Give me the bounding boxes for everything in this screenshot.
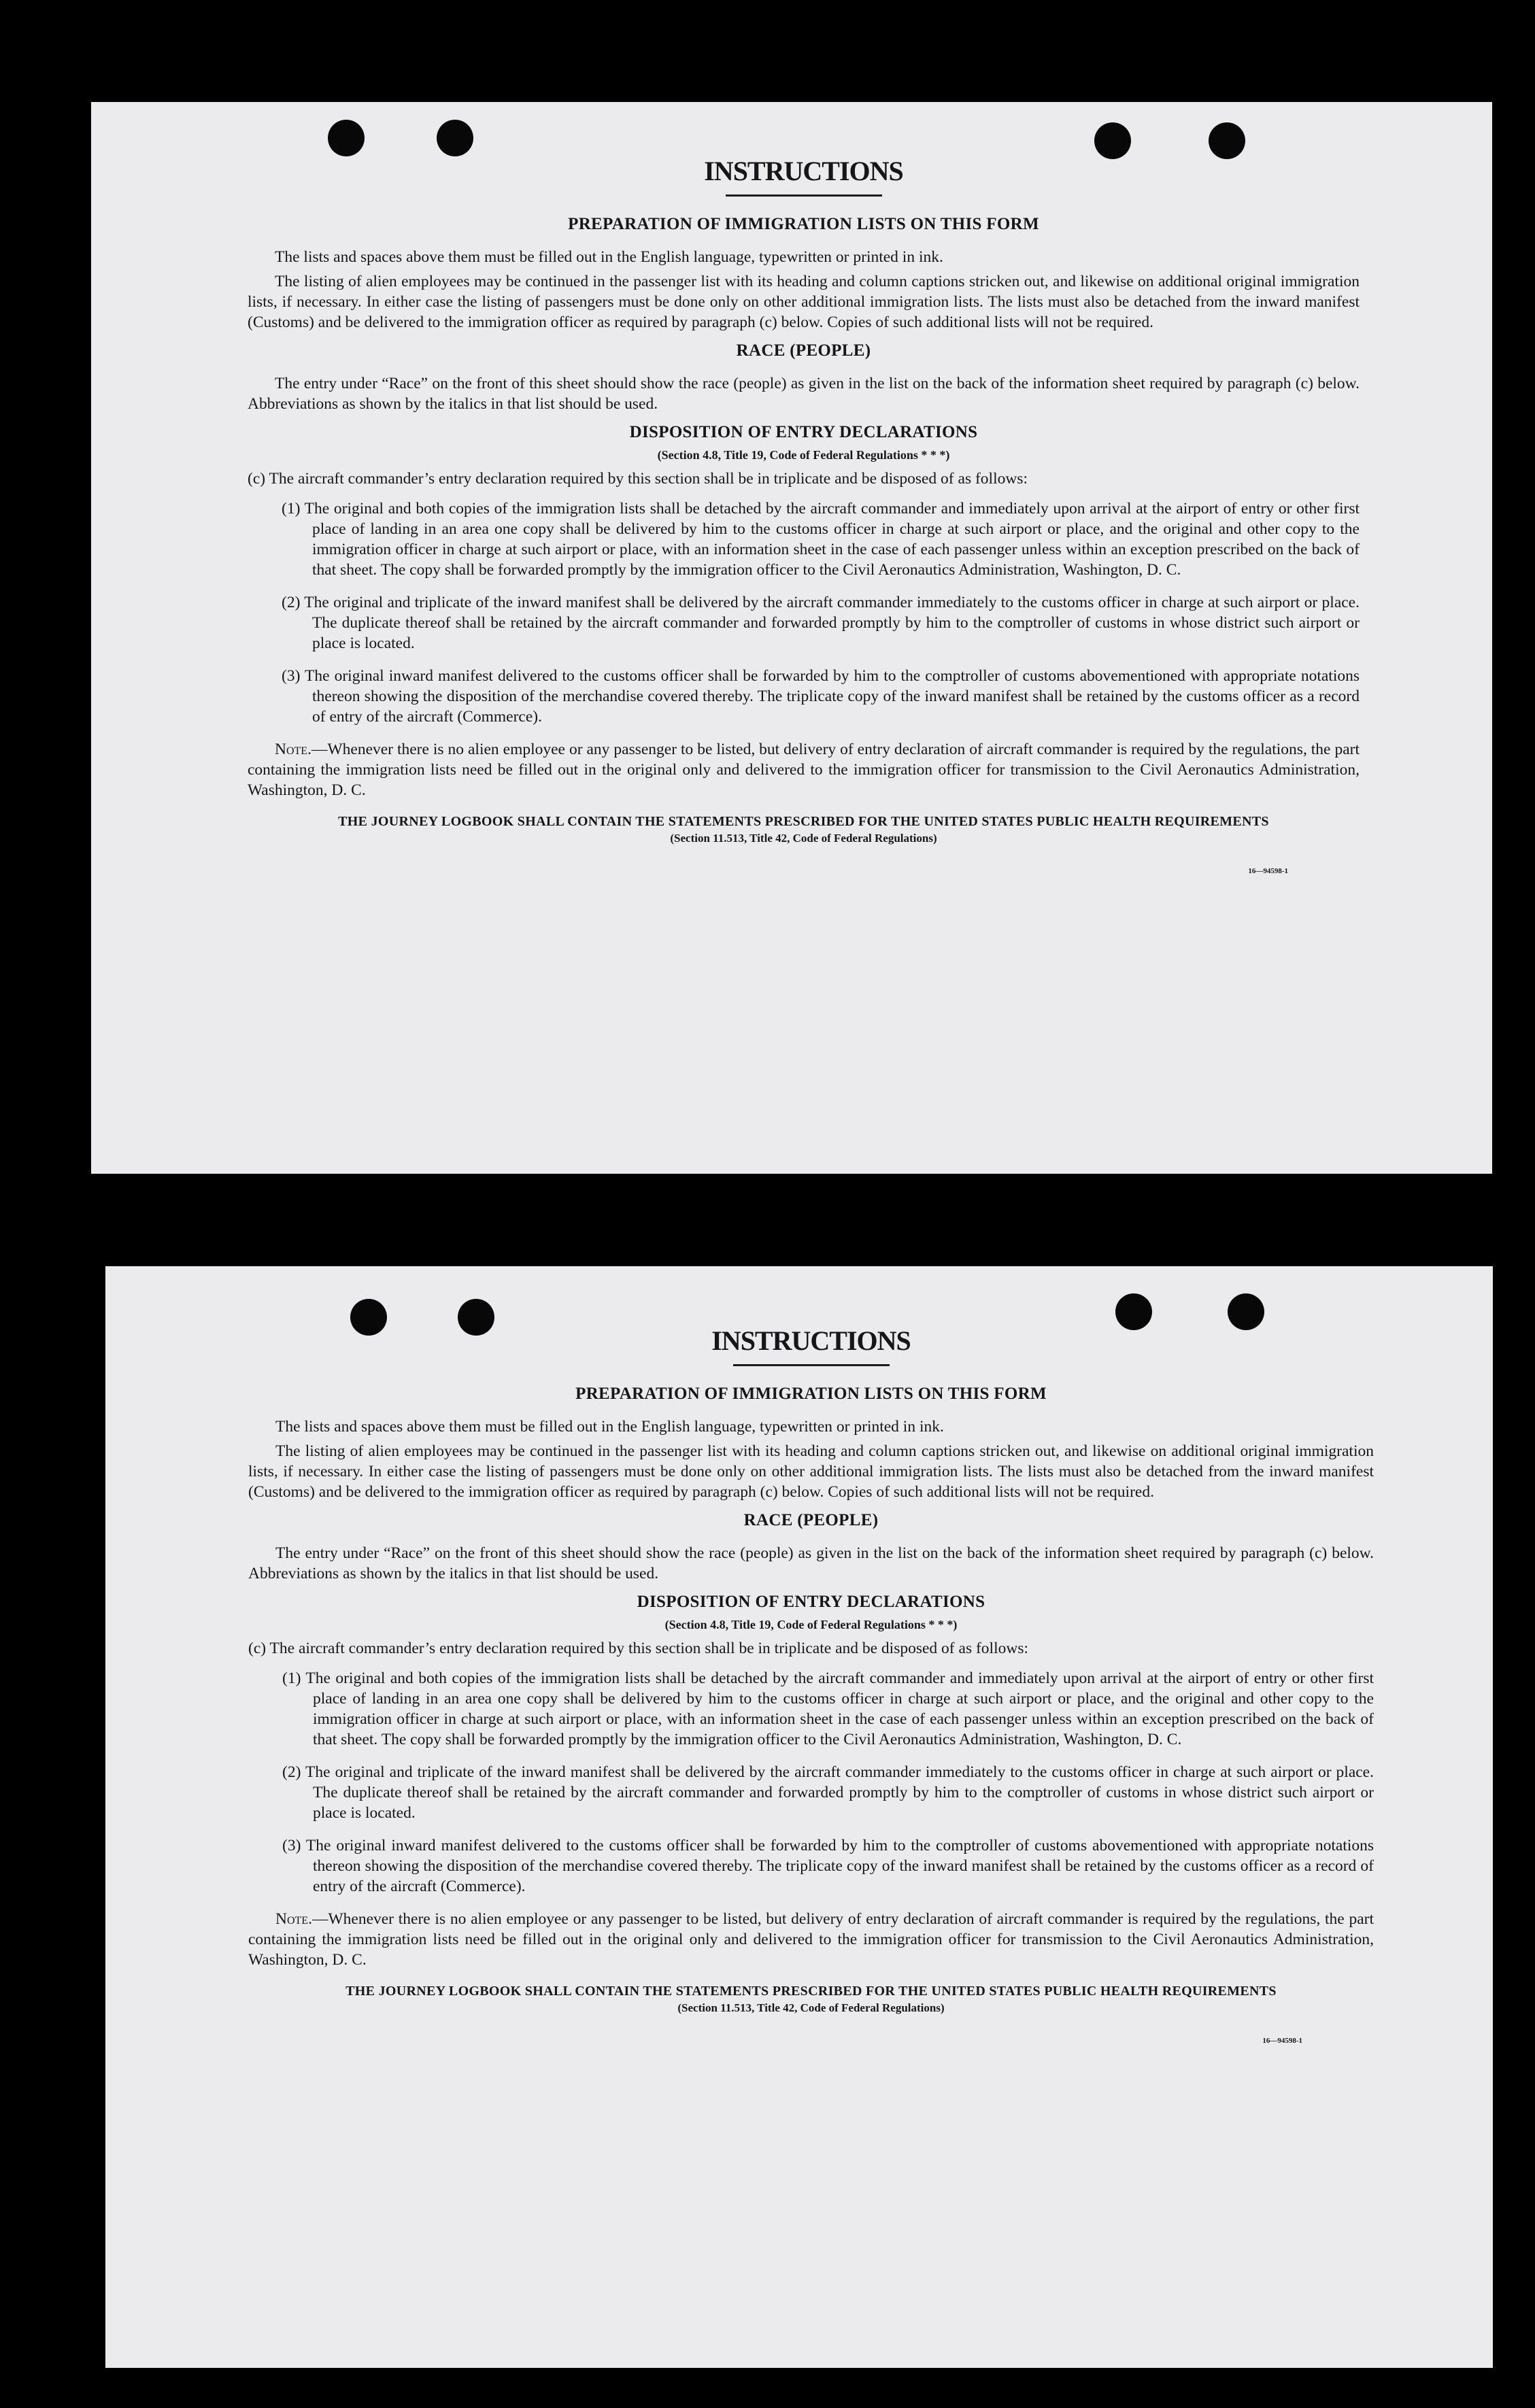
note-text: —Whenever there is no alien employee or any passenger to be listed, but delivery of entry declaration of aircraft commander is required by the regulations, the part containing the immigration lists need be filled out in the original only and delivered to the immigration officer for transmission to the Civil Aeronautics Administration, Washington, D. C. — [248, 1910, 1374, 1969]
punch-hole — [328, 120, 365, 156]
disposition-item-1: (1) The original and both copies of the immigration lists shall be detached by the aircraft commander and immediately upon arrival at the airport of entry or other first place of landing in an area one copy shall be delivered by him to the customs officer in charge at such airport or place, and the original and other copy to the immigration officer in charge at such airport or place, with an information sheet in the case of each passenger unless within an exception prescribed on the back of that sheet. The copy shall be forwarded promptly by the immigration officer to the Civil Aeronautics Administration, Washington, D. C. — [282, 500, 1360, 579]
punch-hole — [1209, 122, 1245, 159]
heading-disposition: DISPOSITION OF ENTRY DECLARATIONS — [637, 1593, 985, 1611]
note-text: —Whenever there is no alien employee or any passenger to be listed, but delivery of entry declaration of aircraft commander is required by the regulations, the part containing the immigration lists need be filled out in the original only and delivered to the immigration officer for transmission to the Civil Aeronautics Administration, Washington, D. C. — [248, 741, 1360, 799]
footer-citation: (Section 11.513, Title 42, Code of Federal Regulations) — [670, 832, 937, 845]
race-paragraph: The entry under “Race” on the front of this sheet should show the race (people) as given in the list on the back of the information sheet required by paragraph (c) below. Abbreviations as shown by the italics in that list should be used. — [248, 375, 1360, 413]
note-label: Note. — [275, 1910, 312, 1928]
disposition-lead: (c) The aircraft commander’s entry declaration required by this section shall be in triplicate and be disposed of as follows: — [248, 1640, 1028, 1657]
footer-citation: (Section 11.513, Title 42, Code of Federal Regulations) — [677, 2001, 945, 2014]
disposition-citation: (Section 4.8, Title 19, Code of Federal Regulations * * *) — [664, 1618, 958, 1631]
page-title: INSTRUCTIONS — [704, 156, 903, 186]
instruction-sheet-top — [91, 102, 1492, 1174]
prep-paragraph-2: The listing of alien employees may be continued in the passenger list with its heading and column captions stricken out, and likewise on additional original immigration lists, if necessary. In either case the listing of passengers must be done only on other additional immigration lists. The lists must also be detached from the inward manifest (Customs) and be delivered to the immigration officer as required by paragraph (c) below. Copies of such additional lists will not be required. — [248, 1442, 1374, 1501]
page-title: INSTRUCTIONS — [711, 1325, 911, 1356]
heading-disposition: DISPOSITION OF ENTRY DECLARATIONS — [629, 423, 978, 441]
disposition-item-2: (2) The original and triplicate of the inward manifest shall be delivered by the aircraft commander immediately to the customs officer in charge at such airport or place. The duplicate thereof shall be retained by the aircraft commander and forwarded promptly by him to the comptroller of customs in whose district such airport or place is located. — [282, 1763, 1374, 1822]
footer-statement: THE JOURNEY LOGBOOK SHALL CONTAIN THE STATEMENTS PRESCRIBED FOR THE UNITED STATES PUBLIC HEALTH REQUIREMENTS — [345, 1984, 1277, 1999]
punch-hole — [1228, 1293, 1264, 1330]
form-number: 16—94598-1 — [1262, 2037, 1302, 2045]
prep-paragraph-2: The listing of alien employees may be continued in the passenger list with its heading and column captions stricken out, and likewise on additional original immigration lists, if necessary. In either case the listing of passengers must be done only on other additional immigration lists. The lists must also be detached from the inward manifest (Customs) and be delivered to the immigration officer as required by paragraph (c) below. Copies of such additional lists will not be required. — [248, 273, 1360, 331]
disposition-lead: (c) The aircraft commander’s entry declaration required by this section shall be in triplicate and be disposed of as follows: — [248, 470, 1028, 488]
punch-hole — [1115, 1293, 1152, 1330]
heading-race: RACE (PEOPLE) — [743, 1511, 879, 1529]
note-paragraph — [248, 739, 1360, 800]
prep-paragraph-1: The lists and spaces above them must be filled out in the English language, typewritten or printed in ink. — [275, 248, 943, 266]
punch-hole — [1094, 122, 1131, 159]
title-rule — [733, 1364, 890, 1366]
heading-race: RACE (PEOPLE) — [736, 341, 871, 360]
heading-preparation: PREPARATION OF IMMIGRATION LISTS ON THIS FORM — [568, 215, 1039, 233]
heading-preparation: PREPARATION OF IMMIGRATION LISTS ON THIS FORM — [575, 1385, 1047, 1403]
disposition-citation: (Section 4.8, Title 19, Code of Federal Regulations * * *) — [657, 448, 950, 462]
note-label: Note. — [275, 741, 311, 758]
disposition-item-1: (1) The original and both copies of the immigration lists shall be detached by the aircraft commander and immediately upon arrival at the airport of entry or other first place of landing in an area one copy shall be delivered by him to the customs officer in charge at such airport or place, and the original and other copy to the immigration officer in charge at such airport or place, with an information sheet in the case of each passenger unless within an exception prescribed on the back of that sheet. The copy shall be forwarded promptly by the immigration officer to the Civil Aeronautics Administration, Washington, D. C. — [282, 1669, 1374, 1748]
instruction-sheet-bottom — [105, 1266, 1493, 2368]
disposition-item-3: (3) The original inward manifest delivered to the customs officer shall be forwarded by him to the comptroller of customs abovementioned with appropriate notations thereon showing the disposition of the merchandise covered thereby. The triplicate copy of the inward manifest shall be retained by the customs officer as a record of entry of the aircraft (Commerce). — [282, 667, 1360, 726]
footer-statement: THE JOURNEY LOGBOOK SHALL CONTAIN THE STATEMENTS PRESCRIBED FOR THE UNITED STATES PUBLIC HEALTH REQUIREMENTS — [338, 814, 1269, 829]
punch-hole — [437, 120, 473, 156]
sheet-content — [105, 1326, 1493, 2045]
form-number: 16—94598-1 — [1248, 867, 1288, 875]
disposition-item-3: (3) The original inward manifest delivered to the customs officer shall be forwarded by him to the comptroller of customs abovementioned with appropriate notations thereon showing the disposition of the merchandise covered thereby. The triplicate copy of the inward manifest shall be retained by the customs officer as a record of entry of the aircraft (Commerce). — [282, 1837, 1374, 1895]
title-rule — [726, 194, 882, 197]
race-paragraph: The entry under “Race” on the front of this sheet should show the race (people) as given in the list on the back of the information sheet required by paragraph (c) below. Abbreviations as shown by the italics in that list should be used. — [248, 1544, 1374, 1582]
disposition-item-2: (2) The original and triplicate of the inward manifest shall be delivered by the aircraft commander immediately to the customs officer in charge at such airport or place. The duplicate thereof shall be retained by the aircraft commander and forwarded promptly by him to the comptroller of customs in whose district such airport or place is located. — [282, 594, 1360, 652]
prep-paragraph-1: The lists and spaces above them must be filled out in the English language, typewritten or printed in ink. — [275, 1418, 944, 1436]
note-paragraph — [248, 1909, 1374, 1970]
sheet-content — [91, 156, 1492, 875]
